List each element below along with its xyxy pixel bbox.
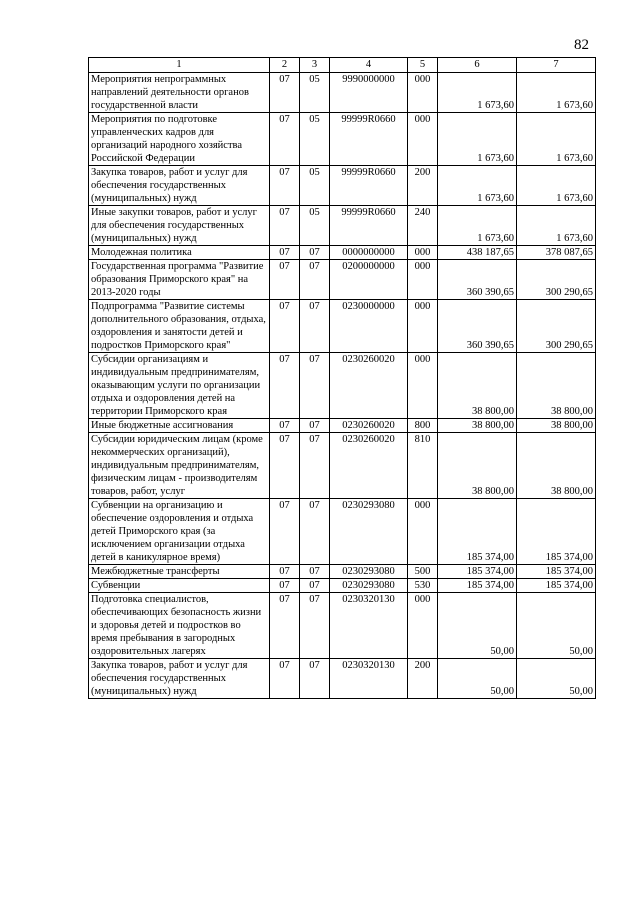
row-subsection: 07 <box>300 433 330 499</box>
row-expense-type: 800 <box>408 419 438 433</box>
row-section: 07 <box>270 353 300 419</box>
table-row <box>89 300 596 353</box>
row-amount-1: 1 673,60 <box>438 113 517 166</box>
row-section: 07 <box>270 300 300 353</box>
row-amount-1: 38 800,00 <box>438 433 517 499</box>
row-amount-2: 50,00 <box>517 659 596 699</box>
row-amount-1: 360 390,65 <box>438 260 517 300</box>
row-expense-type: 000 <box>408 353 438 419</box>
row-amount-1: 185 374,00 <box>438 499 517 565</box>
row-expense-type: 000 <box>408 499 438 565</box>
row-subsection: 05 <box>300 73 330 113</box>
table-row <box>89 433 596 499</box>
row-subsection: 07 <box>300 419 330 433</box>
row-amount-1: 1 673,60 <box>438 206 517 246</box>
row-name: Мероприятия непрограммных направлений деятельности органов государственной власти <box>89 73 270 113</box>
row-amount-1: 50,00 <box>438 593 517 659</box>
row-expense-type: 200 <box>408 659 438 699</box>
row-section: 07 <box>270 565 300 579</box>
row-expense-type: 000 <box>408 300 438 353</box>
column-header: 1 <box>89 58 270 73</box>
row-name: Подпрограмма "Развитие системы дополнительного образования, отдыха, оздоровления и занятости детей и подростков Приморского края" <box>89 300 270 353</box>
row-name: Иные закупки товаров, работ и услуг для обеспечения государственных (муниципальных) нужд <box>89 206 270 246</box>
row-amount-1: 50,00 <box>438 659 517 699</box>
row-target-article: 0230260020 <box>330 433 408 499</box>
table-row <box>89 419 596 433</box>
row-section: 07 <box>270 73 300 113</box>
table-row <box>89 659 596 699</box>
row-section: 07 <box>270 659 300 699</box>
row-expense-type: 000 <box>408 593 438 659</box>
row-expense-type: 000 <box>408 113 438 166</box>
row-section: 07 <box>270 166 300 206</box>
row-name: Субсидии юридическим лицам (кроме некоммерческих организаций), индивидуальным предпринимателям, физическим лицам - производителям товаров, работ, услуг <box>89 433 270 499</box>
table-row <box>89 113 596 166</box>
row-amount-1: 1 673,60 <box>438 73 517 113</box>
row-name: Государственная программа "Развитие образования Приморского края" на 2013-2020 годы <box>89 260 270 300</box>
table-row <box>89 593 596 659</box>
row-section: 07 <box>270 499 300 565</box>
row-subsection: 07 <box>300 579 330 593</box>
row-section: 07 <box>270 246 300 260</box>
row-section: 07 <box>270 260 300 300</box>
row-expense-type: 500 <box>408 565 438 579</box>
row-amount-1: 185 374,00 <box>438 579 517 593</box>
row-amount-2: 300 290,65 <box>517 300 596 353</box>
row-amount-2: 185 374,00 <box>517 579 596 593</box>
row-subsection: 07 <box>300 300 330 353</box>
row-section: 07 <box>270 593 300 659</box>
row-name: Мероприятия по подготовке управленческих кадров для организаций народного хозяйства Российской Федерации <box>89 113 270 166</box>
row-amount-1: 185 374,00 <box>438 565 517 579</box>
row-target-article: 99999R0660 <box>330 113 408 166</box>
row-amount-1: 438 187,65 <box>438 246 517 260</box>
table-row <box>89 579 596 593</box>
row-amount-2: 38 800,00 <box>517 433 596 499</box>
row-target-article: 9990000000 <box>330 73 408 113</box>
row-amount-2: 38 800,00 <box>517 353 596 419</box>
row-expense-type: 530 <box>408 579 438 593</box>
row-subsection: 05 <box>300 113 330 166</box>
row-target-article: 0000000000 <box>330 246 408 260</box>
row-expense-type: 240 <box>408 206 438 246</box>
row-expense-type: 200 <box>408 166 438 206</box>
row-subsection: 07 <box>300 565 330 579</box>
row-expense-type: 000 <box>408 73 438 113</box>
row-amount-2: 185 374,00 <box>517 565 596 579</box>
row-section: 07 <box>270 419 300 433</box>
row-amount-2: 38 800,00 <box>517 419 596 433</box>
row-amount-2: 1 673,60 <box>517 206 596 246</box>
column-header: 7 <box>517 58 596 73</box>
row-target-article: 0230000000 <box>330 300 408 353</box>
row-subsection: 07 <box>300 246 330 260</box>
row-amount-1: 1 673,60 <box>438 166 517 206</box>
row-target-article: 0230260020 <box>330 353 408 419</box>
table-header-row <box>89 58 596 73</box>
column-header: 4 <box>330 58 408 73</box>
row-target-article: 0200000000 <box>330 260 408 300</box>
row-amount-2: 1 673,60 <box>517 166 596 206</box>
table-row <box>89 246 596 260</box>
row-subsection: 07 <box>300 260 330 300</box>
column-header: 5 <box>408 58 438 73</box>
row-name: Субсидии организациям и индивидуальным предпринимателям, оказывающим услуги по организации отдыха и оздоровления детей на территории Приморского края <box>89 353 270 419</box>
row-target-article: 0230293080 <box>330 579 408 593</box>
row-name: Субвенции <box>89 579 270 593</box>
column-header: 6 <box>438 58 517 73</box>
row-target-article: 0230260020 <box>330 419 408 433</box>
row-amount-2: 50,00 <box>517 593 596 659</box>
row-subsection: 07 <box>300 499 330 565</box>
row-name: Иные бюджетные ассигнования <box>89 419 270 433</box>
table-row <box>89 499 596 565</box>
row-subsection: 07 <box>300 659 330 699</box>
row-name: Молодежная политика <box>89 246 270 260</box>
table-row <box>89 353 596 419</box>
row-expense-type: 810 <box>408 433 438 499</box>
row-amount-2: 1 673,60 <box>517 73 596 113</box>
row-expense-type: 000 <box>408 260 438 300</box>
row-amount-1: 38 800,00 <box>438 419 517 433</box>
row-name: Закупка товаров, работ и услуг для обеспечения государственных (муниципальных) нужд <box>89 166 270 206</box>
row-target-article: 99999R0660 <box>330 206 408 246</box>
budget-table <box>88 57 596 699</box>
row-subsection: 05 <box>300 166 330 206</box>
row-amount-2: 300 290,65 <box>517 260 596 300</box>
table-row <box>89 565 596 579</box>
row-section: 07 <box>270 579 300 593</box>
table-row <box>89 260 596 300</box>
row-target-article: 0230293080 <box>330 565 408 579</box>
row-name: Закупка товаров, работ и услуг для обеспечения государственных (муниципальных) нужд <box>89 659 270 699</box>
row-subsection: 07 <box>300 353 330 419</box>
row-amount-2: 185 374,00 <box>517 499 596 565</box>
table-row <box>89 166 596 206</box>
row-amount-1: 38 800,00 <box>438 353 517 419</box>
row-subsection: 05 <box>300 206 330 246</box>
row-name: Субвенции на организацию и обеспечение оздоровления и отдыха детей Приморского края (за исключением организации отдыха детей в каникулярное время) <box>89 499 270 565</box>
row-section: 07 <box>270 113 300 166</box>
row-target-article: 0230320130 <box>330 659 408 699</box>
row-name: Подготовка специалистов, обеспечивающих безопасность жизни и здоровья детей и подростков во время пребывания в загородных оздоровительных лагерях <box>89 593 270 659</box>
row-target-article: 0230320130 <box>330 593 408 659</box>
row-name: Межбюджетные трансферты <box>89 565 270 579</box>
column-header: 2 <box>270 58 300 73</box>
table-row <box>89 206 596 246</box>
row-section: 07 <box>270 206 300 246</box>
row-amount-2: 378 087,65 <box>517 246 596 260</box>
row-target-article: 0230293080 <box>330 499 408 565</box>
row-subsection: 07 <box>300 593 330 659</box>
page-number: 82 <box>574 37 589 53</box>
column-header: 3 <box>300 58 330 73</box>
table-row <box>89 73 596 113</box>
row-expense-type: 000 <box>408 246 438 260</box>
row-amount-2: 1 673,60 <box>517 113 596 166</box>
row-section: 07 <box>270 433 300 499</box>
row-target-article: 99999R0660 <box>330 166 408 206</box>
row-amount-1: 360 390,65 <box>438 300 517 353</box>
